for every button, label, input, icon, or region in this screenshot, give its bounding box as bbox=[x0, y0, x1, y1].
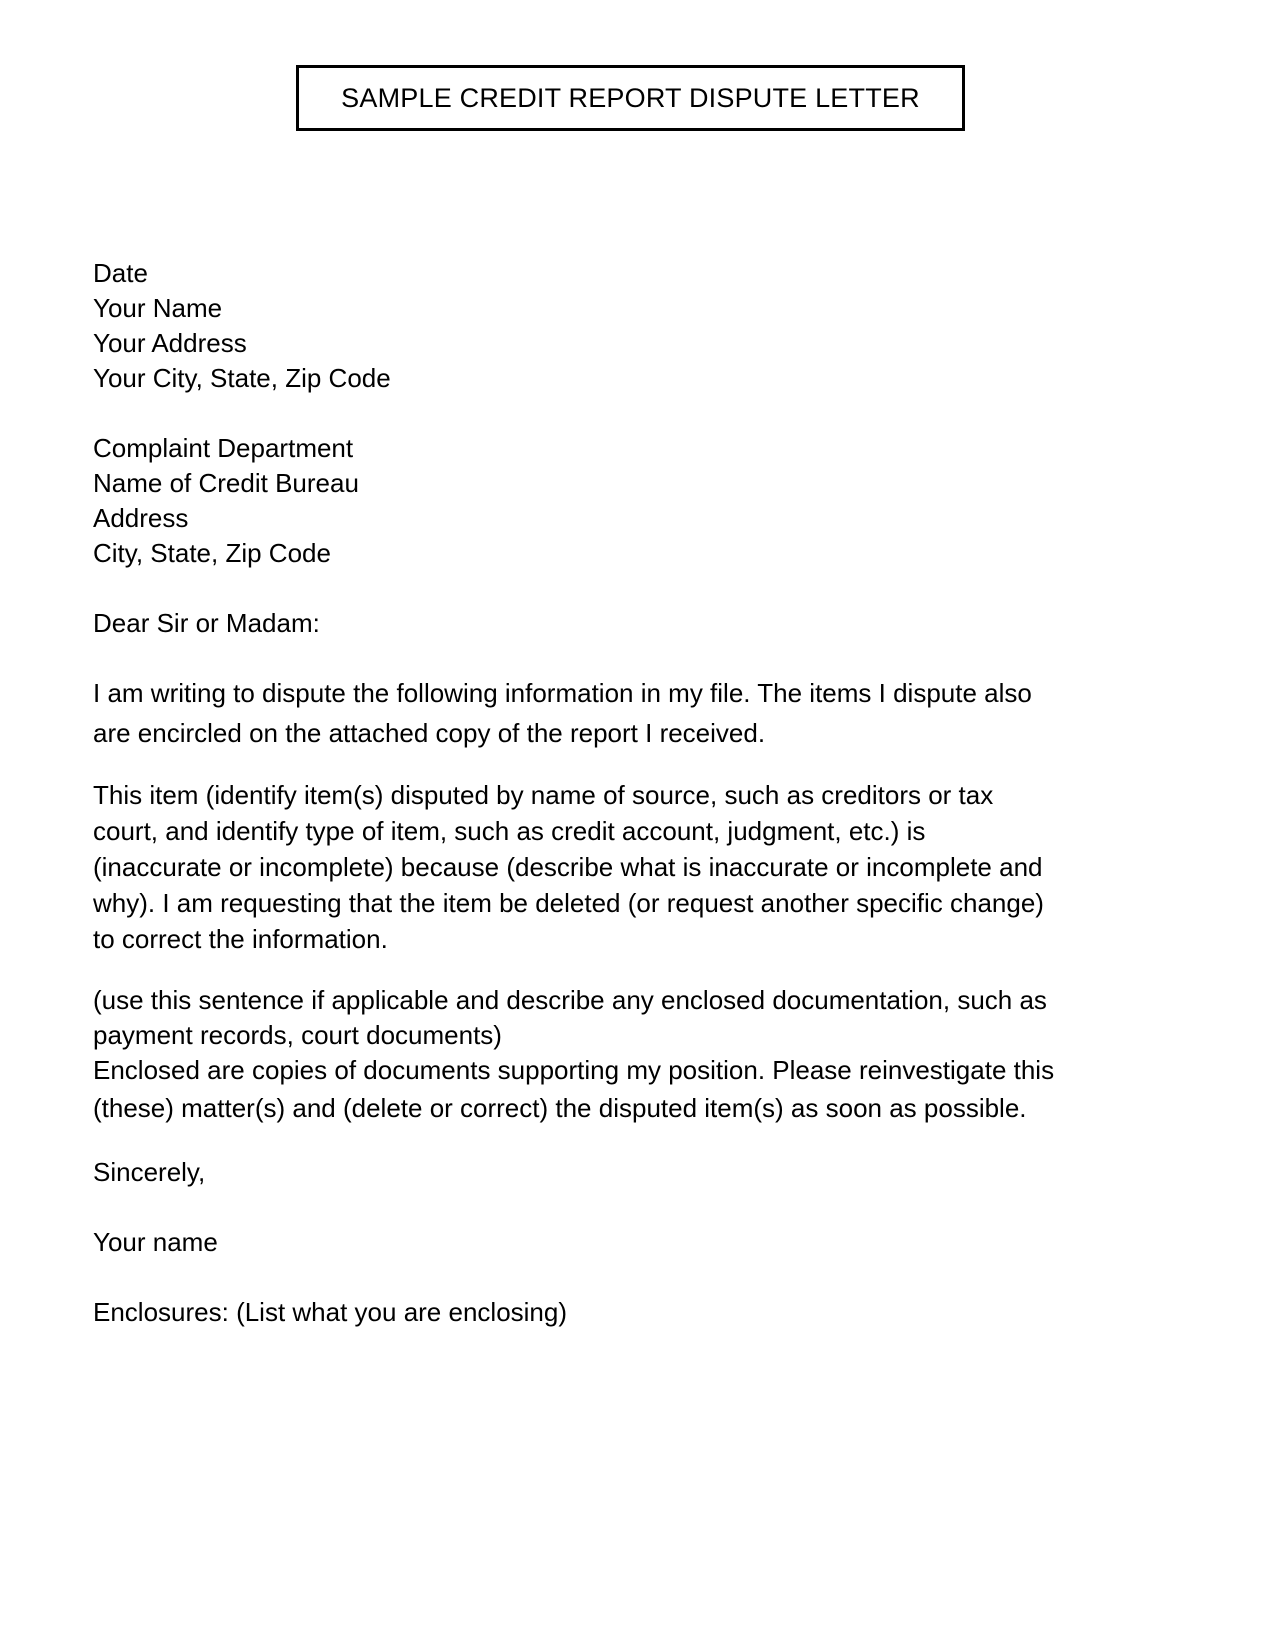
sender-address: Your Address bbox=[93, 328, 247, 358]
paragraph-2-line: This item (identify item(s) disputed by name of source, such as creditors or tax bbox=[93, 780, 994, 810]
signature-name: Your name bbox=[93, 1227, 218, 1257]
paragraph-2-line: why). I am requesting that the item be deleted (or request another specific change) bbox=[93, 888, 1044, 918]
salutation: Dear Sir or Madam: bbox=[93, 608, 320, 638]
paragraph-2-line: (inaccurate or incomplete) because (describe what is inaccurate or incomplete and bbox=[93, 852, 1043, 882]
recipient-city-state-zip: City, State, Zip Code bbox=[93, 538, 331, 568]
paragraph-2 bbox=[93, 777, 1193, 957]
paragraph-1-line: are encircled on the attached copy of the report I received. bbox=[93, 718, 766, 748]
sender-city-state-zip: Your City, State, Zip Code bbox=[93, 363, 391, 393]
recipient-bureau: Name of Credit Bureau bbox=[93, 468, 359, 498]
enclosures: Enclosures: (List what you are enclosing) bbox=[93, 1297, 568, 1327]
recipient-address: Address bbox=[93, 503, 189, 533]
title-box bbox=[296, 65, 965, 131]
sender-name: Your Name bbox=[93, 293, 223, 323]
paragraph-3-line: Enclosed are copies of documents supporting my position. Please reinvestigate this bbox=[93, 1055, 1055, 1085]
closing: Sincerely, bbox=[93, 1157, 206, 1187]
sender-date: Date bbox=[93, 258, 148, 288]
paragraph-2-line: to correct the information. bbox=[93, 924, 388, 954]
paragraph-3-line: (use this sentence if applicable and describe any enclosed documentation, such as bbox=[93, 985, 1047, 1015]
paragraph-2-line: court, and identify type of item, such as credit account, judgment, etc.) is bbox=[93, 816, 926, 846]
paragraph-3 bbox=[93, 983, 1193, 1129]
letter-body bbox=[93, 256, 1193, 1330]
recipient-department: Complaint Department bbox=[93, 433, 354, 463]
sender-block bbox=[93, 256, 1193, 396]
recipient-block bbox=[93, 431, 1193, 571]
paragraph-3-line: payment records, court documents) bbox=[93, 1020, 502, 1050]
document-title: SAMPLE CREDIT REPORT DISPUTE LETTER bbox=[341, 83, 920, 113]
paragraph-3-line: (these) matter(s) and (delete or correct) the disputed item(s) as soon as possible. bbox=[93, 1093, 1027, 1123]
paragraph-1-line: I am writing to dispute the following information in my file. The items I dispute also bbox=[93, 678, 1032, 708]
paragraph-1 bbox=[93, 673, 1193, 753]
